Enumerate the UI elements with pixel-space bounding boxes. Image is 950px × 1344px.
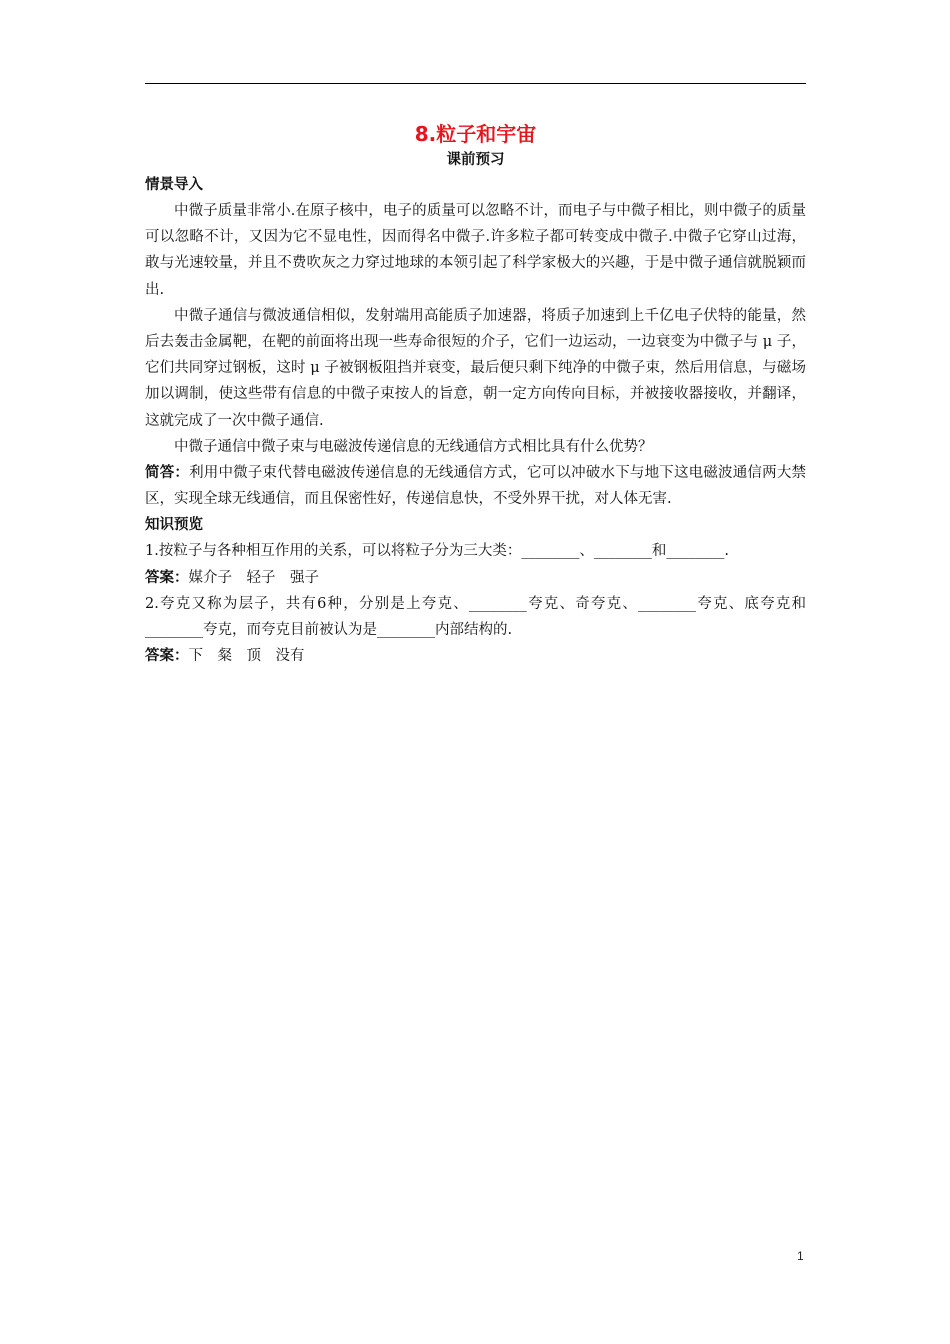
answer-1-label: 答案： — [145, 569, 189, 586]
paragraph-1: 中微子质量非常小.在原子核中，电子的质量可以忽略不计，而电子与中微子相比，则中微子的质量可以忽略不计，又因为它不显电性，因而得名中微子.许多粒子都可转变成中微子.中微子它穿山过海，敢与光速较量，并且不费吹灰之力穿过地球的本领引起了科学家极大的兴趣，于是中微子通信就脱颖而出. — [145, 203, 806, 298]
answer-1-text: 媒介子 轻子 强子 — [188, 569, 319, 586]
question-1: 1.按粒子与各种相互作用的关系，可以将粒子分为三大类：________、________和________. — [145, 543, 729, 560]
question-paragraph: 中微子通信中微子束与电磁波传递信息的无线通信方式相比具有什么优势？ — [174, 438, 653, 455]
answer-2-label: 答案： — [145, 648, 189, 665]
section-preview — [145, 512, 806, 669]
section-heading-scenario: 情景导入 — [145, 177, 203, 193]
brief-answer-text: 利用中微子束代替电磁波传递信息的无线通信方式，它可以冲破水下与地下这电磁波通信两大禁区，实现全球无线通信，而且保密性好，传递信息快，不受外界干扰，对人体无害. — [145, 465, 807, 508]
section-heading-preview: 知识预览 — [145, 517, 203, 534]
answer-2 — [145, 643, 806, 669]
question-2: 2.夸克又称为层子，共有6种，分别是上夸克、________夸克、奇夸克、________夸克、底夸克和________夸克，而夸克目前被认为是________内部结构的. — [145, 595, 806, 639]
section-scenario — [145, 172, 806, 512]
brief-answer — [145, 460, 806, 512]
document-title: 8.粒子和宇宙 — [414, 122, 537, 146]
answer-1 — [145, 565, 806, 591]
header-rule — [145, 83, 806, 84]
brief-answer-label: 简答： — [145, 465, 190, 482]
document-subtitle: 课前预习 — [446, 152, 505, 168]
page-number: 1 — [797, 1249, 804, 1263]
answer-2-text: 下 粲 顶 没有 — [188, 648, 305, 665]
document-body — [145, 120, 806, 669]
paragraph-2: 中微子通信与微波通信相似，发射端用高能质子加速器，将质子加速到上千亿电子伏特的能量，然后去轰击金属靶，在靶的前面将出现一些寿命很短的介子，它们一边运动，一边衰变为中微子与 μ 子，它们共同穿过钢板，这时 μ 子被钢板阻挡并衰变，最后便只剩下纯净的中微子束，然后用信息，与磁场加以调制，使这些带有信息的中微子束按人的旨意，朝一定方向传向目标，并被接收器接收，并翻译，这就完成了一次中微子通信. — [145, 307, 806, 429]
